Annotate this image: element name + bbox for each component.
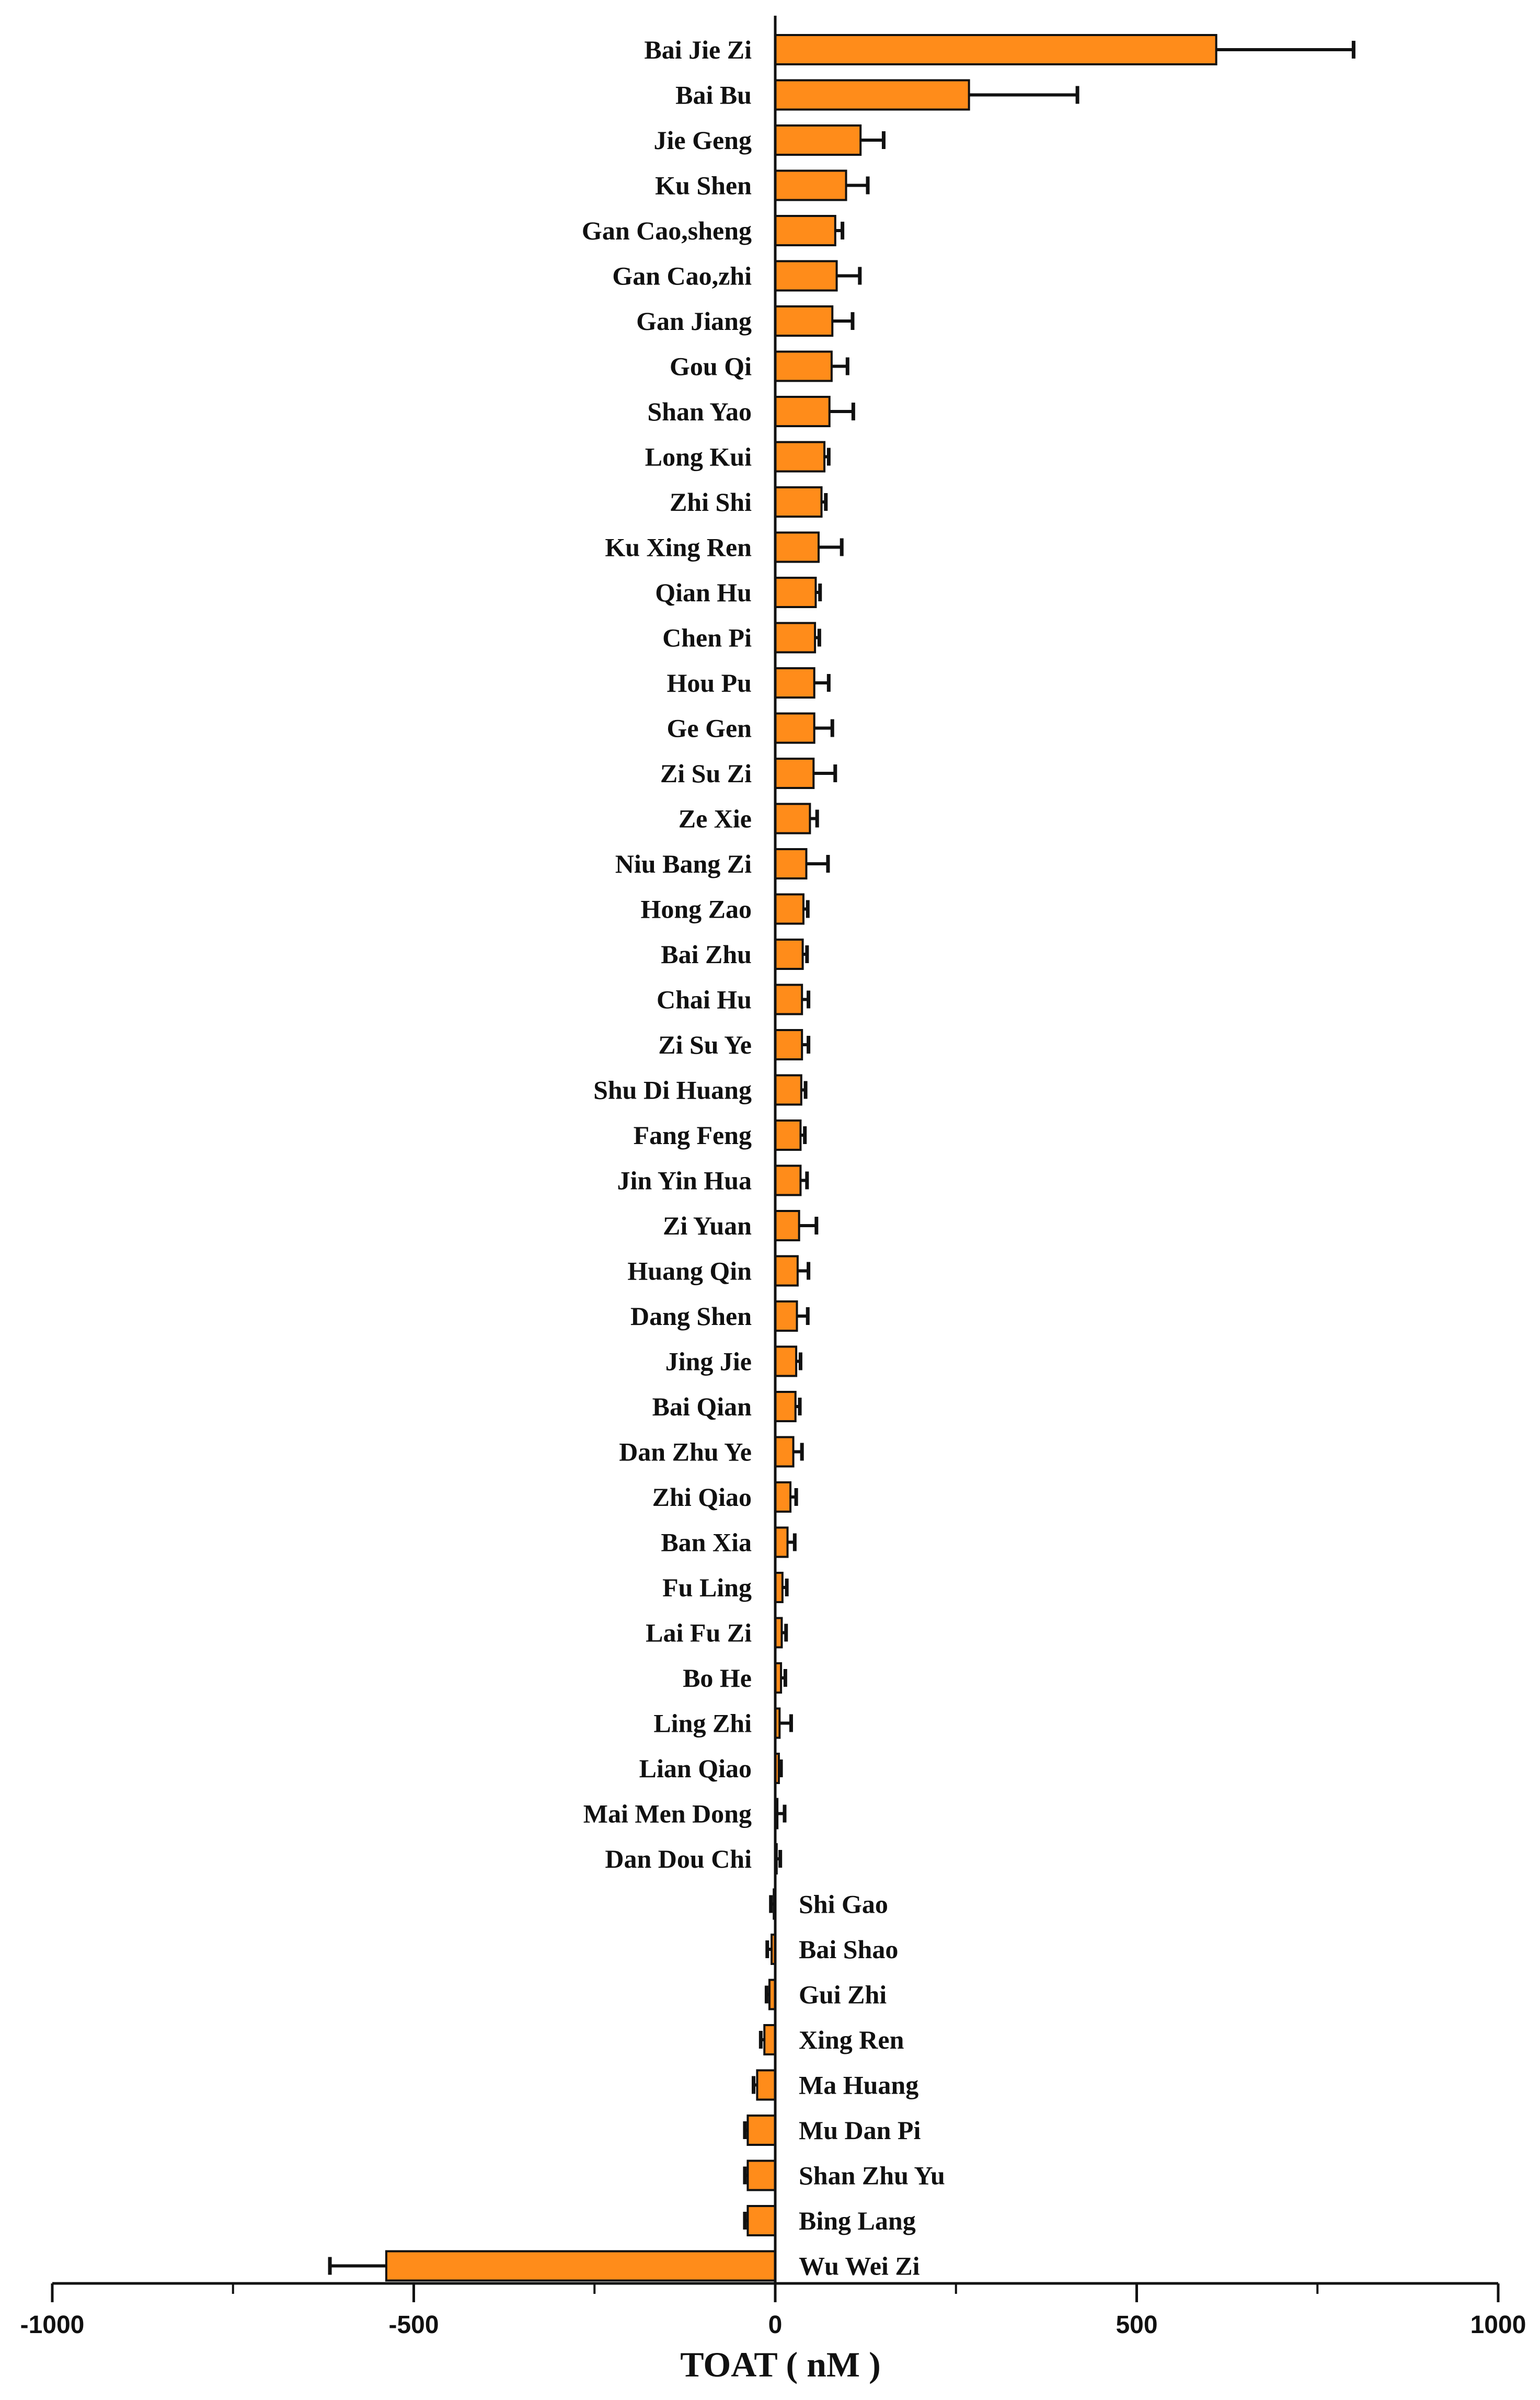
error-bar [832,358,847,375]
category-label: Mai Men Dong [583,1799,752,1828]
category-label: Lai Fu Zi [646,1618,752,1648]
category-label: Wu Wei Zi [799,2251,920,2281]
error-bar [777,1805,785,1823]
error-bar [779,1715,791,1732]
error-bar [810,810,817,828]
category-label: Ma Huang [799,2070,919,2100]
error-bar [797,1307,808,1325]
category-label: Zi Su Ye [658,1030,752,1059]
category-label: Long Kui [645,442,752,472]
category-label: Shi Gao [799,1889,888,1919]
bar [775,125,860,155]
category-label: Hong Zao [640,894,752,924]
category-label: Ban Xia [661,1527,752,1557]
error-bar [832,312,853,330]
category-label: Xing Ren [799,2025,904,2054]
error-bar [814,674,829,692]
bar [748,2161,775,2190]
bar [775,1211,799,1240]
bar [775,714,814,743]
category-label: Bing Lang [799,2206,916,2235]
bar [775,442,824,472]
category-label: Zi Yuan [662,1211,752,1240]
category-label: Dan Zhu Ye [619,1437,752,1467]
bar [775,35,1216,64]
bar [775,1121,800,1150]
category-label: Dang Shen [630,1301,752,1331]
bar [748,2206,775,2235]
bar [764,2025,775,2054]
bar [775,940,803,969]
category-label: Ze Xie [678,804,752,833]
category-label: Ku Shen [655,170,752,200]
x-axis-title: TOAT ( nM ) [680,2345,881,2384]
category-label: Dan Dou Chi [605,1844,752,1873]
category-label: Shu Di Huang [593,1075,752,1105]
bar [757,2071,775,2100]
category-label: Zhi Qiao [652,1482,752,1512]
category-label: Gan Jiang [636,306,752,336]
category-label: Lian Qiao [639,1754,752,1783]
x-tick-label: -500 [388,2311,439,2339]
category-label: Shan Zhu Yu [799,2161,945,2190]
category-label: Jie Geng [653,125,752,155]
bar [775,81,969,110]
bar [775,261,837,291]
bar [775,895,803,924]
category-label: Huang Qin [627,1256,752,1286]
bar [775,1437,794,1467]
category-label: Gan Cao,zhi [612,261,752,291]
category-label: Shan Yao [647,397,752,426]
x-tick-label: 1000 [1470,2311,1526,2339]
category-label: Fu Ling [662,1573,752,1602]
category-label: Jing Jie [665,1346,752,1376]
bar [775,1392,796,1421]
bar [775,1256,798,1286]
bar [775,985,802,1014]
category-label: Gan Cao,sheng [581,216,752,245]
category-label: Zhi Shi [669,487,752,517]
bar [775,623,815,653]
bar [775,1030,802,1059]
bar [775,1347,796,1376]
error-bar [330,2257,386,2275]
category-label: Bai Jie Zi [644,35,752,64]
error-bar [860,131,883,149]
bar [775,578,815,607]
category-label: Gui Zhi [799,1980,887,2009]
bar [775,533,819,562]
bar [775,1528,788,1557]
category-label: Fang Feng [633,1121,752,1150]
x-tick-label: 0 [768,2311,783,2339]
category-label: Chai Hu [656,985,752,1014]
category-label: Bo He [683,1663,752,1693]
category-labels-layer [582,35,945,2281]
x-tick-label: 500 [1116,2311,1158,2339]
error-bar [814,719,833,737]
error-bar [788,1534,795,1551]
category-label: Ling Zhi [653,1708,752,1738]
category-label: Bai Shao [799,1935,899,1964]
error-bar [806,855,828,873]
category-label: Bai Qian [652,1392,752,1421]
error-bar [830,403,854,420]
bar [775,306,832,336]
bar [775,397,830,426]
category-label: Mu Dan Pi [799,2116,921,2145]
bar [775,759,813,788]
bar [775,849,806,878]
category-label: Qian Hu [655,578,752,607]
error-bar [819,539,842,556]
bar [748,2116,775,2145]
bar [775,1076,801,1105]
category-label: Bai Bu [675,80,752,110]
bar [775,1166,800,1195]
bar [775,216,835,245]
bar [775,487,822,517]
category-label: Bai Zhu [661,940,752,969]
category-label: Zi Su Zi [660,759,752,788]
error-bar [813,764,835,782]
bar [386,2252,775,2281]
category-label: Ge Gen [666,713,752,743]
bar [775,1482,790,1512]
bar [775,1301,797,1331]
category-label: Niu Bang Zi [615,849,752,878]
bar [775,804,810,833]
category-label: Hou Pu [666,668,752,698]
bar [775,171,846,200]
category-label: Chen Pi [662,623,752,653]
error-bar [846,177,868,195]
error-bar [837,267,860,285]
category-label: Jin Yin Hua [617,1165,752,1195]
error-bar [799,1217,817,1235]
bar [775,352,832,381]
error-bar [969,86,1077,104]
error-bar [794,1443,802,1461]
error-bar [798,1262,809,1280]
x-tick-label: -1000 [20,2311,85,2339]
error-bar [1216,41,1354,59]
category-label: Gou Qi [670,351,752,381]
error-bar [835,222,843,239]
bar [775,668,814,698]
category-label: Ku Xing Ren [605,532,752,562]
